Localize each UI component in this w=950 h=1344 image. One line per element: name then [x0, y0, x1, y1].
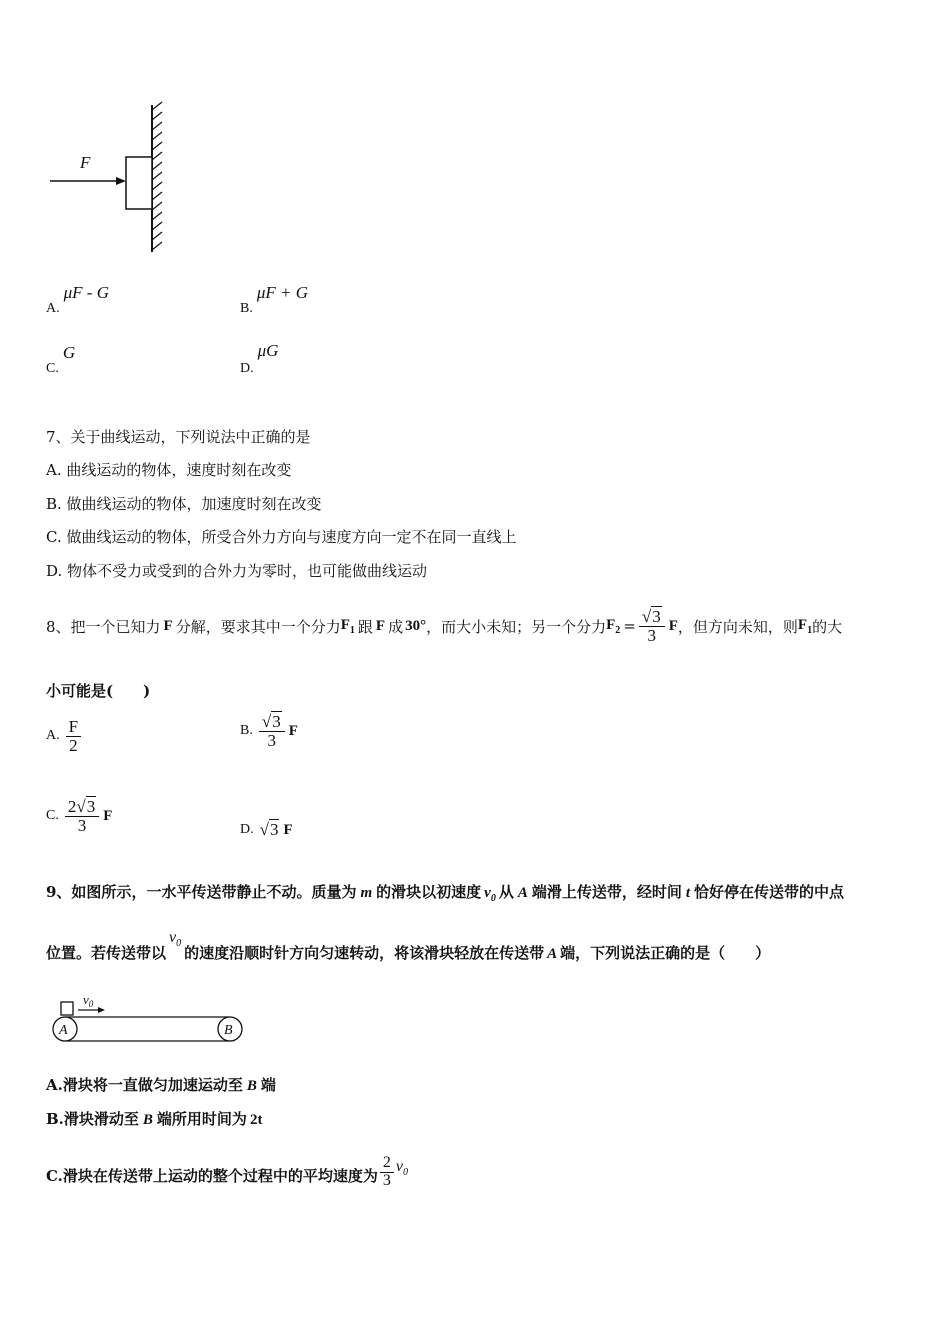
q9-v0-raised: $v_0$: [169, 928, 182, 949]
option-letter: B.: [240, 301, 253, 316]
q9-stem-line2: 位置。若传送带以 $v_0$ 的速度沿顺时针方向匀速转动，将该滑块轻放在传送带 A 端，下列说法正确的是（ ）: [46, 928, 771, 962]
q9-option-a: A.滑块将一直做匀加速运动至 B 端: [46, 1076, 276, 1094]
option-expr: G: [62, 343, 76, 362]
option-frac: $\frac{2√3}{3}$: [65, 798, 99, 835]
q8-F: F: [163, 617, 173, 634]
q9-option-c: C.滑块在传送带上运动的整个过程中的平均速度为 $\frac{2}{3}$ $v_0$: [46, 1154, 409, 1190]
q8-option-d: [240, 820, 293, 840]
q6-option-a: [46, 283, 109, 316]
q8-angle: 30°: [405, 617, 427, 634]
pulley-a-label: A: [59, 1023, 68, 1038]
wall-hatching: [152, 102, 162, 250]
wall-block-figure: [40, 100, 180, 260]
q9-v0: $v_0$: [484, 885, 496, 904]
q8-F-mag: F: [668, 617, 678, 634]
q8-stem-line1: [46, 596, 842, 656]
option-letter: D.: [240, 822, 254, 837]
q8-option-b: [240, 713, 298, 750]
slider-block: [61, 1002, 73, 1015]
force-arrowhead: [116, 177, 126, 185]
option-expr: μF - G: [63, 283, 109, 302]
q8-text-e: ，而大小未知；另一个分力: [426, 617, 607, 636]
option-letter: B.: [240, 723, 253, 739]
q8-frac: $\frac{√3}{3}$: [639, 608, 665, 645]
pulley-b-label: B: [224, 1023, 233, 1038]
q7-option-a: A. 曲线运动的物体，速度时刻在改变: [46, 461, 292, 479]
q7-option-d: D. 物体不受力或受到的合外力为零时，也可能做曲线运动: [46, 562, 428, 580]
q8-text-d: 成: [388, 617, 404, 636]
q8-stem-line2: 小可能是( ): [46, 682, 151, 700]
option-v0: $v_0$: [395, 1157, 409, 1178]
q8-F1: $F_1$: [340, 616, 355, 636]
conveyor-figure: [50, 990, 250, 1046]
option-expr: μF + G: [256, 283, 309, 302]
option-letter: D.: [240, 361, 254, 376]
q6-option-b: [240, 283, 309, 316]
option-frac: $\frac{2}{3}$: [380, 1155, 394, 1190]
option-letter: C.: [46, 808, 59, 824]
velocity-arrowhead: [98, 1007, 105, 1013]
q9-A2: A: [547, 946, 558, 962]
q8-text-f: ，但方向未知，则: [677, 617, 798, 636]
option-letter: C.: [46, 361, 59, 376]
q8-F1-b: $F_1$: [797, 616, 813, 636]
option-sqrt: √3: [259, 820, 279, 839]
q9-m: m: [360, 885, 373, 901]
q8-text-g: 的大: [812, 617, 843, 636]
q8-option-a: [46, 718, 81, 755]
q9-t: t: [685, 885, 691, 901]
option-expr: μG: [257, 341, 279, 360]
block: [126, 157, 152, 209]
option-F: F: [288, 722, 298, 739]
q7-option-b: B. 做曲线运动的物体，加速度时刻在改变: [46, 495, 322, 513]
option-frac: $\frac{√3}{3}$: [259, 713, 285, 750]
velocity-label: $v_0$: [83, 992, 94, 1009]
q8-F2: $F_2$: [606, 616, 621, 636]
option-letter: A.: [46, 301, 60, 316]
option-F: F: [103, 807, 113, 824]
option-letter: A.: [46, 728, 60, 744]
q8-text-c: 跟: [357, 617, 373, 636]
option-frac: $\frac{F}{2}$: [66, 718, 81, 755]
q9-A: A: [517, 885, 528, 901]
force-label: F: [80, 153, 91, 172]
q6-option-d: [240, 341, 279, 376]
q7-option-c: C. 做曲线运动的物体，所受合外力方向与速度方向一定不在同一直线上: [46, 528, 517, 546]
q9-option-b: B.滑块滑动至 B 端所用时间为 2t: [46, 1110, 263, 1128]
q8-eq: =: [623, 617, 636, 635]
q8-text-a: 8、把一个已知力: [46, 617, 161, 636]
q7-stem: 7、关于曲线运动，下列说法中正确的是: [46, 428, 311, 446]
q6-option-c: [46, 343, 76, 376]
q8-text-b: 分解，要求其中一个分力: [175, 617, 341, 636]
q8-option-c: [46, 798, 112, 835]
q9-stem-line1: 9、如图所示，一水平传送带静止不动。质量为 m 的滑块以初速度 $v_0$ 从 A 端滑上传送带，经时间 t 恰好停在传送带的中点: [46, 883, 845, 904]
option-F: F: [283, 821, 293, 838]
q8-F-again: F: [375, 617, 386, 634]
